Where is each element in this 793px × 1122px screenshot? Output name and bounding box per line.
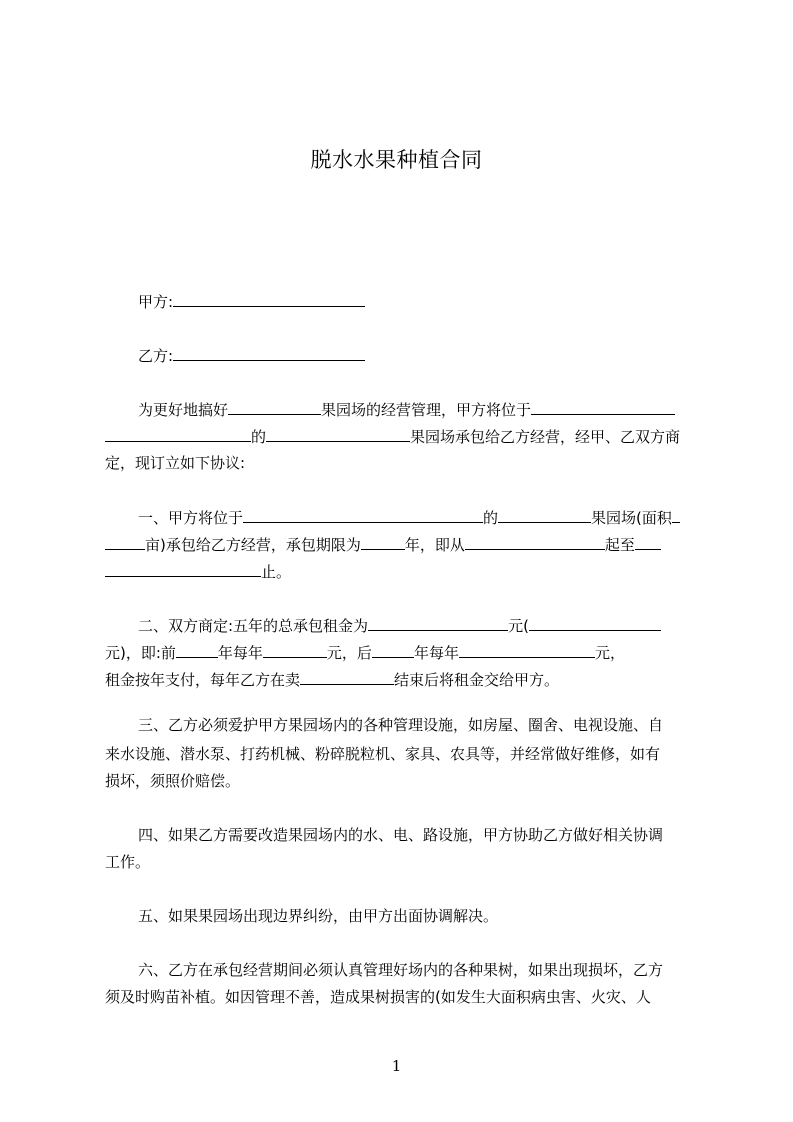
blank: [105, 562, 261, 577]
clause3-line-2: 来水设施、潜水泵、打药机械、粉碎脱粒机、家具、农具等，并经常做好维修，如有: [105, 745, 661, 763]
intro-text: 果园场的经营管理，甲方将位于: [321, 401, 532, 419]
intro-text: 果园场承包给乙方经营，经甲、乙双方商: [410, 428, 681, 446]
party-b-blank: [173, 346, 365, 361]
clause3-line-1: 三、乙方必须爱护甲方果园场内的各种管理设施，如房屋、圈舍、电视设施、自: [138, 716, 664, 734]
clause-text: 元，: [594, 644, 625, 662]
clause5-line-1: 五、如果果园场出现边界纠纷，由甲方出面协调解决。: [138, 907, 499, 925]
clause3-line-3: 损坏，须照价赔偿。: [105, 772, 241, 790]
page-number: 1: [391, 1057, 402, 1075]
blank: [263, 643, 327, 658]
blank: [228, 400, 321, 415]
clause6-line-2: 须及时购苗补植。如因管理不善，造成果树损害的(如发生大面积病虫害、火灾、人: [105, 988, 651, 1006]
intro-line-3: 定，现订立如下协议:: [105, 454, 246, 472]
clause1-line-2: [105, 535, 661, 554]
clause-text: 元)，即:前: [105, 644, 176, 662]
blank: [368, 616, 508, 631]
party-b-label: 乙方:: [138, 347, 174, 365]
clause6-line-1: 六、乙方在承包经营期间必须认真管理好场内的各种果树，如果出现损坏，乙方: [138, 961, 664, 979]
clause-text: 果园场(面积: [591, 509, 672, 527]
clause1-line-3: [105, 562, 291, 581]
blank: [459, 643, 595, 658]
blank: [176, 643, 218, 658]
clause-text: 租金按年支付，每年乙方在卖: [105, 671, 301, 689]
clause1-line-1: [138, 508, 680, 527]
party-a-line: [138, 292, 365, 311]
blank: [529, 616, 661, 631]
blank: [635, 535, 661, 550]
clause-text: 亩)承包给乙方经营，承包期限为: [145, 536, 361, 554]
blank: [465, 535, 605, 550]
intro-text: 的: [251, 428, 267, 446]
clause-text: 起至: [604, 536, 635, 554]
intro-line-1: [138, 400, 675, 419]
clause-text: 止。: [261, 563, 292, 581]
party-b-line: [138, 346, 365, 365]
document-title: 脱水水果种植合同: [310, 148, 483, 172]
clause4-line-1: 四、如果乙方需要改造果园场内的水、电、路设施，甲方协助乙方做好相关协调: [138, 826, 664, 844]
clause-text: 二、双方商定:五年的总承包租金为: [138, 617, 369, 635]
blank: [243, 508, 483, 523]
clause-text: 年每年: [413, 644, 459, 662]
clause4-line-2: 工作。: [105, 853, 151, 871]
clause-text: 元(: [508, 617, 529, 635]
blank: [531, 400, 675, 415]
clause2-line-3: [105, 670, 559, 689]
clause-text: 一、甲方将位于: [138, 509, 244, 527]
party-a-blank: [173, 292, 365, 307]
blank: [105, 427, 251, 442]
clause-text: 年，即从: [404, 536, 465, 554]
clause-text: 年每年: [217, 644, 263, 662]
clause2-line-1: [138, 616, 661, 635]
clause2-line-2: [105, 643, 625, 662]
party-a-label: 甲方:: [138, 293, 174, 311]
intro-line-2: [105, 427, 680, 446]
blank: [498, 508, 591, 523]
blank: [105, 535, 145, 550]
blank: [372, 643, 414, 658]
blank: [266, 427, 410, 442]
blank: [300, 670, 394, 685]
clause-text: 元，后: [326, 644, 372, 662]
blank: [672, 508, 680, 523]
clause-text: 的: [483, 509, 499, 527]
clause-text: 结束后将租金交给甲方。: [394, 671, 560, 689]
blank: [361, 535, 405, 550]
intro-text: 为更好地搞好: [138, 401, 229, 419]
